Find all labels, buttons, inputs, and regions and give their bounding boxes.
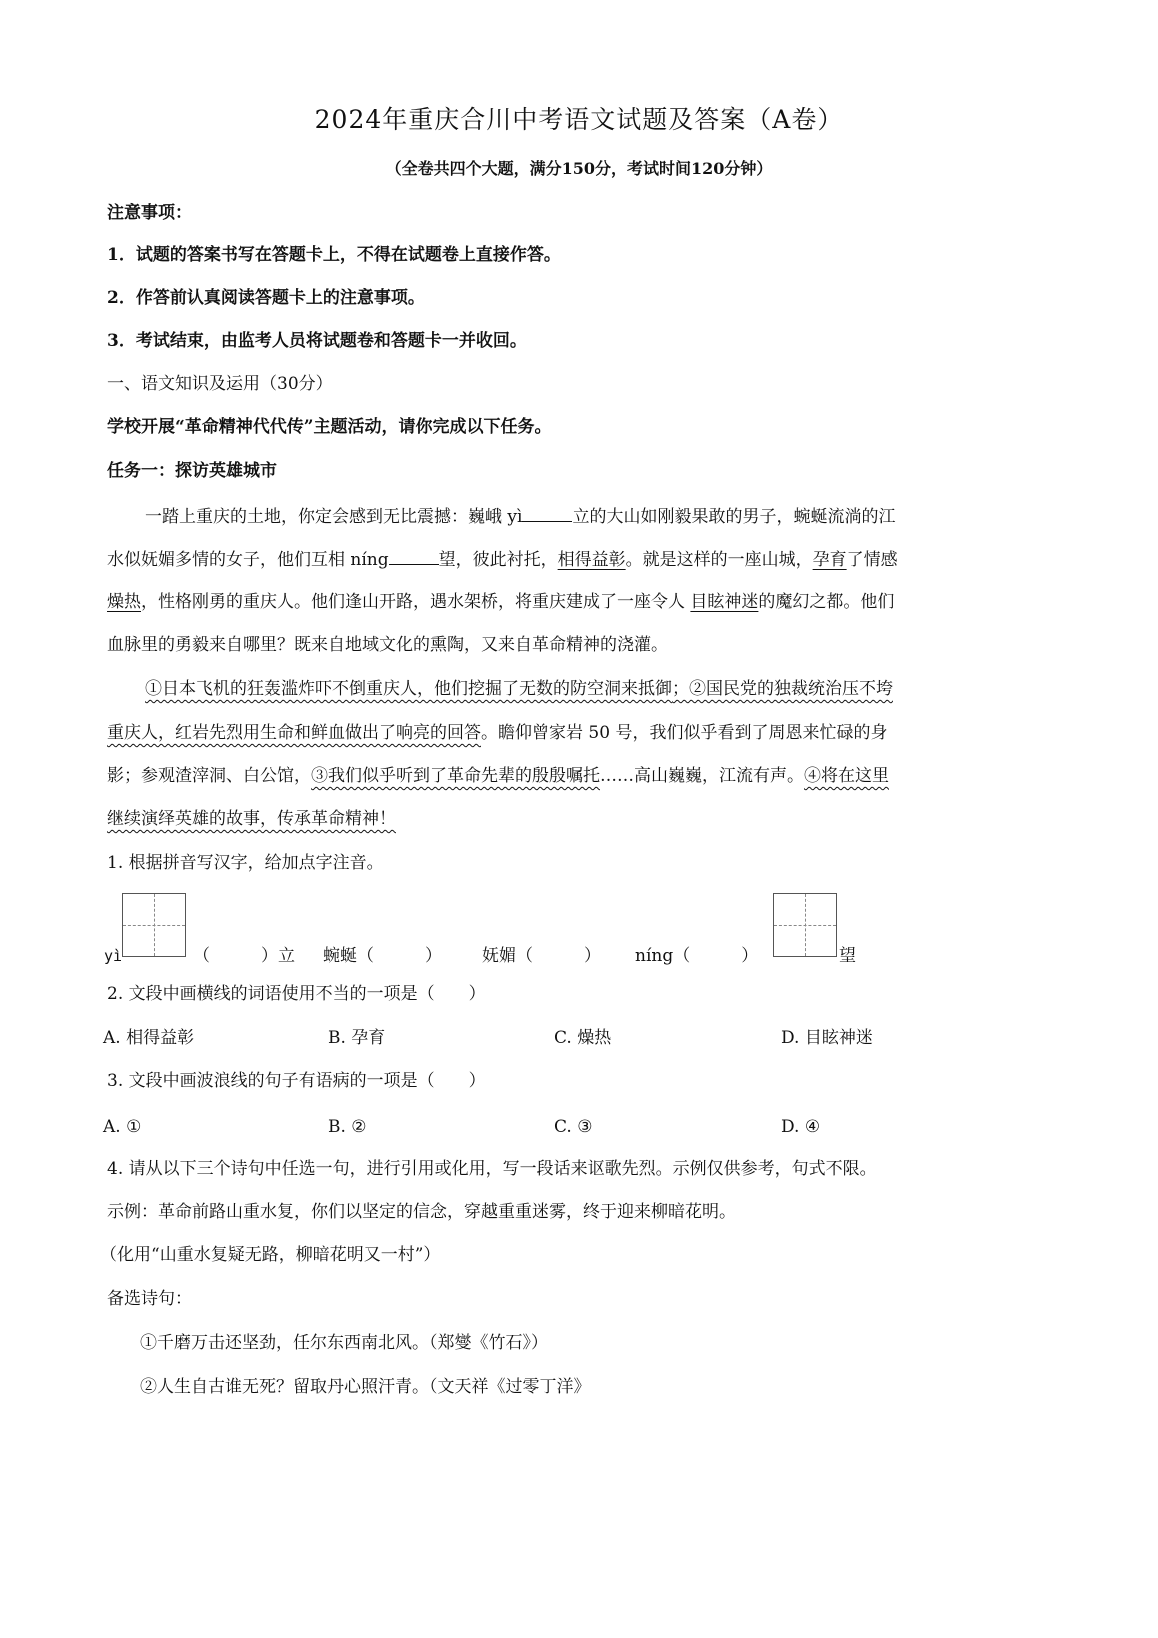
passage-text: 影；参观渣滓洞、白公馆， [107, 766, 311, 786]
passage-text: 了情感 [846, 550, 898, 570]
writing-grid-box[interactable] [773, 893, 837, 957]
answer-paren: （ ）立 [193, 946, 295, 966]
notice-item-3: 3．考试结束，由监考人员将试题卷和答题卡一并收回。 [107, 331, 527, 351]
passage-text: ，性格刚勇的重庆人。他们逢山开路，遇水架桥，将重庆建成了一座令人 [141, 592, 691, 612]
notice-item-1: 1．试题的答案书写在答题卡上，不得在试题卷上直接作答。 [107, 245, 561, 265]
question-3-stem: 3. 文段中画波浪线的句子有语病的一项是（ ） [107, 1071, 486, 1091]
underlined-word: 目眩神迷 [690, 592, 759, 612]
option-c: C. ③ [554, 1117, 593, 1137]
pinyin-label: yì [104, 947, 123, 965]
option-c: C. 燥热 [554, 1028, 612, 1048]
candidate-poem-2: ②人生自古谁无死？留取丹心照汗青。（文天祥《过零丁洋》 [140, 1377, 591, 1397]
task-heading: 任务一：探访英雄城市 [107, 461, 277, 481]
option-b: B. 孕育 [328, 1028, 386, 1048]
question-2-stem: 2. 文段中画横线的词语使用不当的一项是（ ） [107, 984, 486, 1004]
option-d: D. ④ [781, 1117, 821, 1137]
wavy-sentence: ④将在这里 [804, 766, 889, 786]
wavy-sentence: 重庆人，红岩先烈用生命和鲜血做出了响亮的回答 [107, 723, 481, 743]
example-text: 示例：革命前路山重水复，你们以坚定的信念，穿越重重迷雾，终于迎来柳暗花明。 [107, 1202, 736, 1222]
passage-line [107, 590, 894, 614]
answer-paren: níng（ ） [635, 946, 759, 966]
passage-text: 立的大山如刚毅果敢的男子，蜿蜒流淌的江 [572, 507, 896, 527]
answer-paren: 妩媚（ ） [482, 946, 601, 966]
wavy-sentence: 继续演绎英雄的故事，传承革命精神！ [107, 809, 396, 829]
passage-text: ；②国民党的独裁统治压不垮 [672, 679, 893, 699]
option-a: A. 相得益彰 [103, 1028, 195, 1048]
passage-line: 血脉里的勇毅来自哪里？既来自地域文化的熏陶，又来自革命精神的浇灌。 [107, 635, 668, 655]
underlined-word: 孕育 [812, 550, 847, 570]
passage-text: 望，彼此衬托， [438, 550, 558, 570]
passage-text: 。就是这样的一座山城， [625, 550, 813, 570]
question-1-stem: 1. 根据拼音写汉字，给加点字注音。 [107, 853, 384, 873]
writing-grid-box[interactable] [122, 893, 186, 957]
example-note: （化用“山重水复疑无路，柳暗花明又一村”） [100, 1245, 441, 1265]
passage-line [107, 546, 898, 572]
wavy-sentence: ③我们似乎听到了革命先辈的殷殷嘱托 [311, 766, 600, 786]
passage-text: 一踏上重庆的土地，你定会感到无比震撼：巍峨 yì [145, 507, 523, 527]
notice-item-2: 2．作答前认真阅读答题卡上的注意事项。 [107, 288, 425, 308]
passage-text: 水似妩媚多情的女子，他们互相 níng [107, 550, 389, 570]
option-a: A. ① [103, 1117, 142, 1137]
page-title: 2024年重庆合川中考语文试题及答案（A卷） [314, 105, 844, 134]
answer-paren: 蜿蜒（ ） [323, 946, 442, 966]
candidates-heading: 备选诗句： [107, 1289, 192, 1309]
wavy-sentence: ①日本飞机的狂轰滥炸吓不倒重庆人，他们挖掘了无数的防空洞来抵御 [145, 679, 672, 699]
section-intro: 学校开展“革命精神代代传”主题活动，请你完成以下任务。 [107, 417, 552, 437]
answer-blank [522, 503, 572, 522]
passage-line [145, 503, 895, 529]
passage-line [145, 677, 893, 701]
question-4-stem: 4. 请从以下三个诗句中任选一句，进行引用或化用，写一段话来讴歌先烈。示例仅供参考，句式不限。 [107, 1159, 877, 1179]
answer-suffix: 望 [839, 946, 856, 966]
passage-line [107, 764, 889, 788]
candidate-poem-1: ①千磨万击还坚劲，任尔东西南北风。（郑燮《竹石》） [140, 1333, 548, 1353]
passage-line [107, 807, 396, 831]
section-heading: 一、语文知识及运用（30分） [107, 374, 333, 394]
option-d: D. 目眩神迷 [781, 1028, 873, 1048]
option-b: B. ② [328, 1117, 367, 1137]
passage-line [107, 721, 887, 745]
underlined-word: 燥热 [107, 592, 141, 612]
underlined-word: 相得益彰 [557, 550, 626, 570]
passage-text: 。瞻仰曾家岩 50 号，我们似乎看到了周恩来忙碌的身 [481, 723, 888, 743]
page-subtitle: （全卷共四个大题，满分150分，考试时间120分钟） [385, 159, 773, 178]
passage-text: ……高山巍巍，江流有声。 [600, 766, 804, 786]
notice-heading: 注意事项： [107, 203, 192, 223]
passage-text: 的魔幻之都。他们 [758, 592, 895, 612]
answer-blank [389, 546, 439, 565]
